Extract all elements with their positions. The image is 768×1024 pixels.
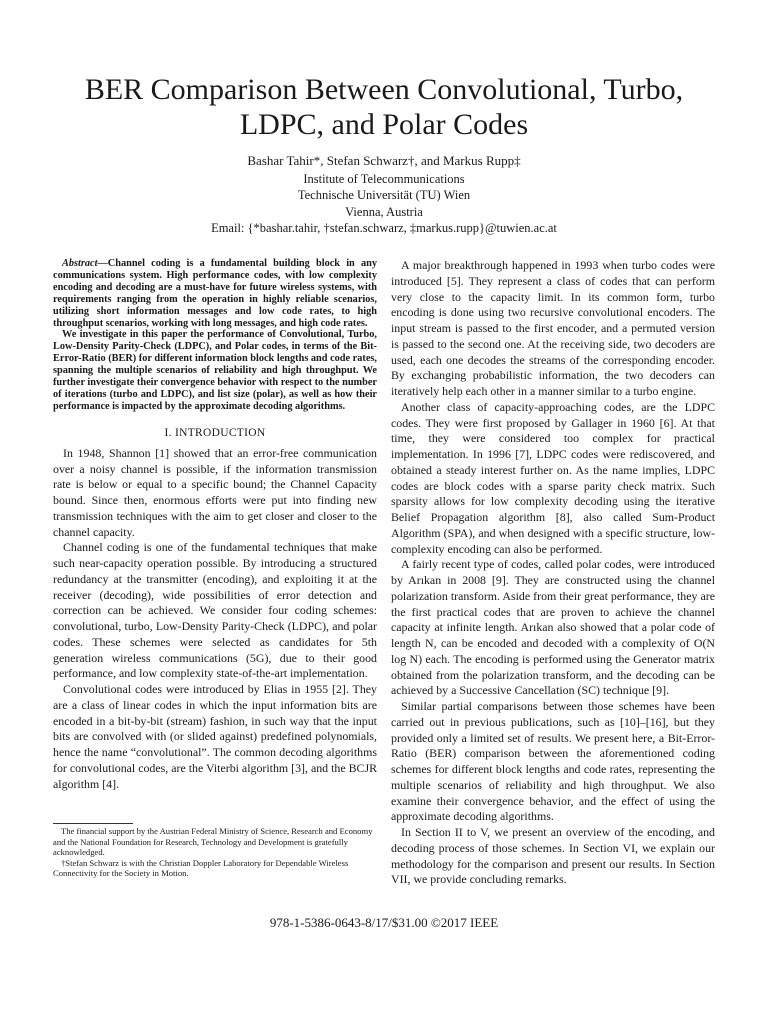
abstract [53,258,377,413]
left-column [53,258,377,792]
abstract-paragraph-2: We investigate in this paper the performance of Convolutional, Turbo, Low-Density Parity-Check (LDPC), and Polar codes, in terms of the Bit-Error-Ratio (BER) for different information block lengths and code rates, spanning the multiple scenarios of reliability and high throughput. We further investigate their convergence behavior with respect to the number of iterations (turbo and LDPC), and list size (polar), as well as how their performance is impacted by the approximate decoding algorithms. [53,329,377,412]
author-emails: Email: {*bashar.tahir, †stefan.schwarz, ‡markus.rupp}@tuwien.ac.at [211,221,557,235]
footnote-affiliation: †Stefan Schwarz is with the Christian Doppler Laboratory for Dependable Wireless Connectivity for the Society in Motion. [53,857,349,879]
intro-body-right [391,258,715,888]
body-paragraph: In 1948, Shannon [1] showed that an error-free communication over a noisy channel is possible, if the information transmission rate is below or equal to a specific bound; the Channel Capacity bound. Since then, enormous efforts were put into finding new transmission techniques with the aim to get closer and closer to the channel capacity. [53,445,377,539]
body-paragraph: A fairly recent type of codes, called polar codes, were introduced by Arıkan in 2008 [9]. They are constructed using the channel polarization transform. Aside from their great performance, they are the first practical codes that are proven to achieve the channel capacity at infinite length. Arıkan also showed that a polar code of length N, can be encoded and decoded with a complexity of O(N log N) each. The encoding is performed using the Generator matrix obtained from the polarization transform, and the decoding can be achieved by a Successive Cancellation (SC) technique [9]. [391,557,715,698]
body-paragraph: A major breakthrough happened in 1993 when turbo codes were introduced [5]. They represent a class of codes that can perform very close to the capacity limit. In its common form, turbo encoding is done using two recursive convolutional encoders. The input stream is passed to the first encoder, and a permuted version is passed to the second one. At the receiving side, two decoders are used, each one decodes the streams of the corresponding encoder. By exchanging probabilistic information, the two decoders can iteratively help each other in a manner similar to a turbo engine. [391,258,715,398]
body-paragraph: Convolutional codes were introduced by Elias in 1955 [2]. They are a class of linear codes in which the input information bits are encoded in a bit-by-bit (stream) fashion, in such way that the input bits are convolved with (or slided against) predefined polynomials, hence the name “convolutional”. The common decoding algorithms for convolutional codes, are the Viterbi algorithm [3], and the BCJR algorithm [4]. [53,682,378,791]
affiliation-city: Vienna, Austria [345,204,423,219]
body-paragraph: Another class of capacity-approaching codes, are the LDPC codes. They were first proposed by Gallager in 1960 [6]. At that time, they were considered too complex for practical implementation. In 1996 [7], LDPC codes were rediscovered, and obtained a steady interest further on. As the name implies, LDPC codes are block codes with a sparse parity check matrix. Such sparsity allows for low complexity decoding using the iterative Belief Propagation algorithm [8], also called Sum-Product Algorithm (SPA), and when designed with a specific structure, low-complexity encoding can also be performed. [391,399,715,556]
author-names: Bashar Tahir*, Stefan Schwarz†, and Markus Rupp‡ [247,153,521,168]
intro-body-left [53,446,377,793]
paper-title: BER Comparison Between Convolutional, Turbo, LDPC, and Polar Codes [84,73,684,141]
affiliation-university: Technische Universität (TU) Wien [297,188,471,202]
abstract-paragraph-1: Abstract—Channel coding is a fundamental building block in any communications system. High performance codes, with low complexity encoding and decoding are a must-have for future wireless systems, with requirements ranging from the operation in highly reliable scenarios, utilizing short information messages and low code rates, to high throughput scenarios, working with long messages, and high code rates. [53,258,377,329]
body-paragraph: Similar partial comparisons between those schemes have been carried out in previous publications, such as [10]–[16], but they provided only a limited set of results. We present here, a Bit-Error-Ratio (BER) comparison between the aforementioned coding schemes for different block lengths and code rates, representing the multiple scenarios of reliability and high throughput. We also examine their convergence behavior, and the effect of using the approximate decoding algorithms. [391,699,715,824]
abstract-label: Abstract— [62,258,108,269]
author-block [40,153,728,237]
body-paragraph: Channel coding is one of the fundamental techniques that make such near-capacity operation possible. By introducing a structured redundancy at the transmitter (encoding), and exploiting it at the receiver (decoding), wide possibilities of error detection and correction can be achieved. We consider four coding schemes: convolutional, turbo, Low-Density Parity-Check (LDPC), and polar codes. These schemes were selected as candidates for 5th generation wireless communications (5G), due to their good performance, and low complexity state-of-the-art implementation. [53,540,377,681]
body-paragraph: In Section II to V, we present an overview of the encoding, and decoding process of those schemes. In Section VI, we explain our methodology for the comparison and present our results. In Section VII, we provide concluding remarks. [391,825,715,887]
footnotes [53,823,377,879]
affiliation-institute: Institute of Telecommunications [303,171,465,186]
footnote-rule [53,823,133,824]
right-column [391,258,715,888]
footnote-funding: The financial support by the Austrian Federal Ministry of Science, Research and Economy and the National Foundation for Research, Technology and Development is gratefully acknowledged. [53,826,373,858]
copyright-line: 978-1-5386-0643-8/17/$31.00 ©2017 IEEE [269,915,499,930]
section-heading-introduction: I. INTRODUCTION [164,426,266,439]
